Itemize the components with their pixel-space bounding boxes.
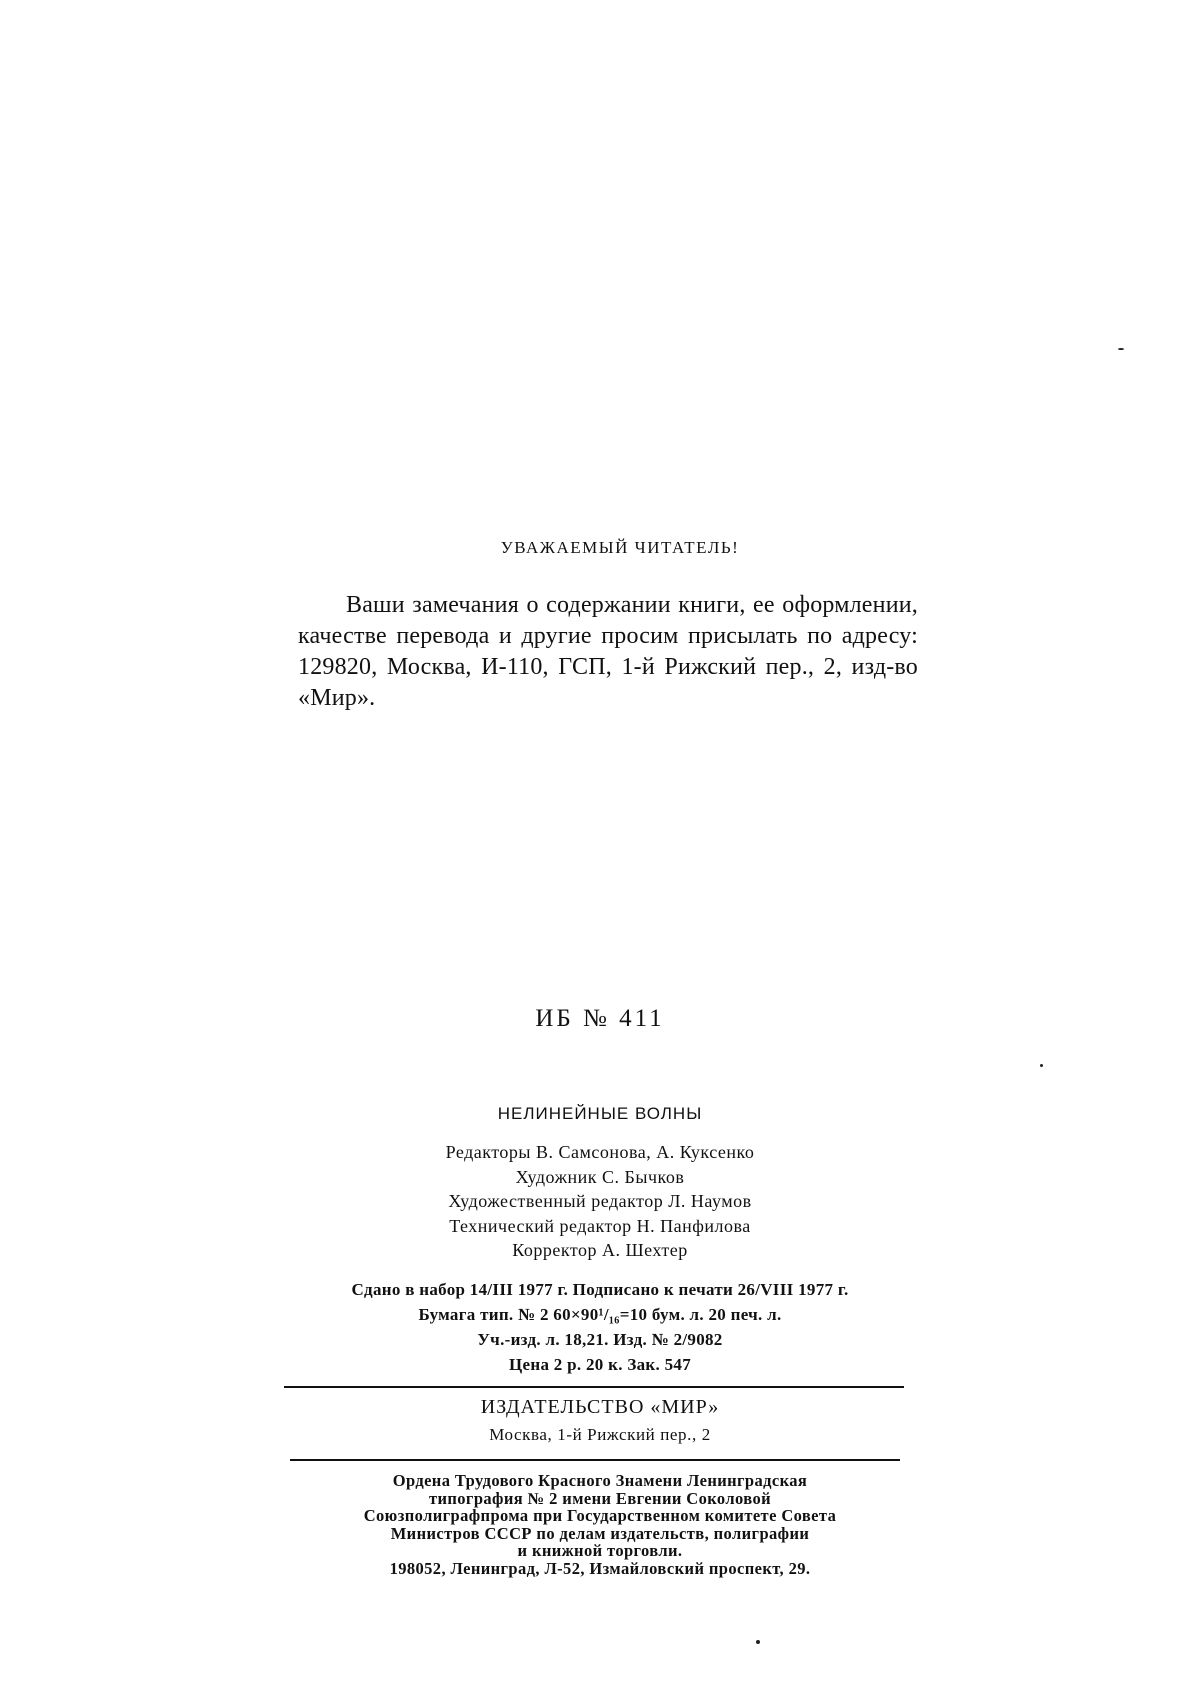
reader-notice-body: Ваши замечания о содержании книги, ее оформлении, качестве перевода и другие просим присылать по адресу: 129820, Москва, И-110, ГСП, 1-й Рижский пер., 2, изд-во «Мир».	[298, 592, 918, 711]
printer-line: и книжной торговли.	[517, 1541, 683, 1560]
publisher-name: ИЗДАТЕЛЬСТВО «МИР»	[480, 1396, 720, 1418]
print-info-line: Сдано в набор 14/III 1977 г. Подписано к печати 26/VIII 1977 г.	[351, 1280, 849, 1299]
scan-speck	[756, 1640, 760, 1644]
divider-rule	[284, 1386, 904, 1388]
credit-line: Технический редактор Н. Панфилова	[449, 1215, 751, 1236]
credits-block	[320, 1140, 880, 1263]
credit-line: Редакторы В. Самсонова, А. Куксенко	[445, 1142, 755, 1162]
printer-block	[285, 1472, 915, 1577]
credit-line: Художественный редактор Л. Наумов	[448, 1191, 752, 1211]
publisher-address: Москва, 1-й Рижский пер., 2	[489, 1425, 711, 1444]
printer-line: типография № 2 имени Евгении Соколовой	[428, 1488, 772, 1508]
print-info-line: Бумага тип. № 2 60×90¹/₁₆=10 бум. л. 20 печ. л.	[418, 1305, 782, 1324]
book-title: НЕЛИНЕЙНЫЕ ВОЛНЫ	[497, 1104, 703, 1123]
printer-line: Министров СССР по делам издательств, полиграфии	[390, 1523, 810, 1543]
scan-speck	[1118, 348, 1124, 350]
scan-speck	[1040, 1064, 1043, 1067]
print-info-line: Уч.-изд. л. 18,21. Изд. № 2/9082	[477, 1330, 723, 1349]
printer-line: Союзполиграфпрома при Государственном комитете Совета	[363, 1506, 837, 1525]
print-info-line: Цена 2 р. 20 к. Зак. 547	[508, 1355, 692, 1374]
printer-line: 198052, Ленинград, Л-52, Измайловский проспект, 29.	[389, 1558, 811, 1578]
printer-line: Ордена Трудового Красного Знамени Ленинградская	[392, 1471, 808, 1490]
credit-line: Художник С. Бычков	[515, 1166, 685, 1187]
divider-rule	[290, 1459, 900, 1461]
ib-number: ИБ № 411	[535, 1005, 665, 1032]
print-info-block	[270, 1277, 930, 1377]
reader-notice-heading: УВАЖАЕМЫЙ ЧИТАТЕЛЬ!	[500, 538, 740, 557]
credit-line: Корректор А. Шехтер	[512, 1240, 688, 1260]
